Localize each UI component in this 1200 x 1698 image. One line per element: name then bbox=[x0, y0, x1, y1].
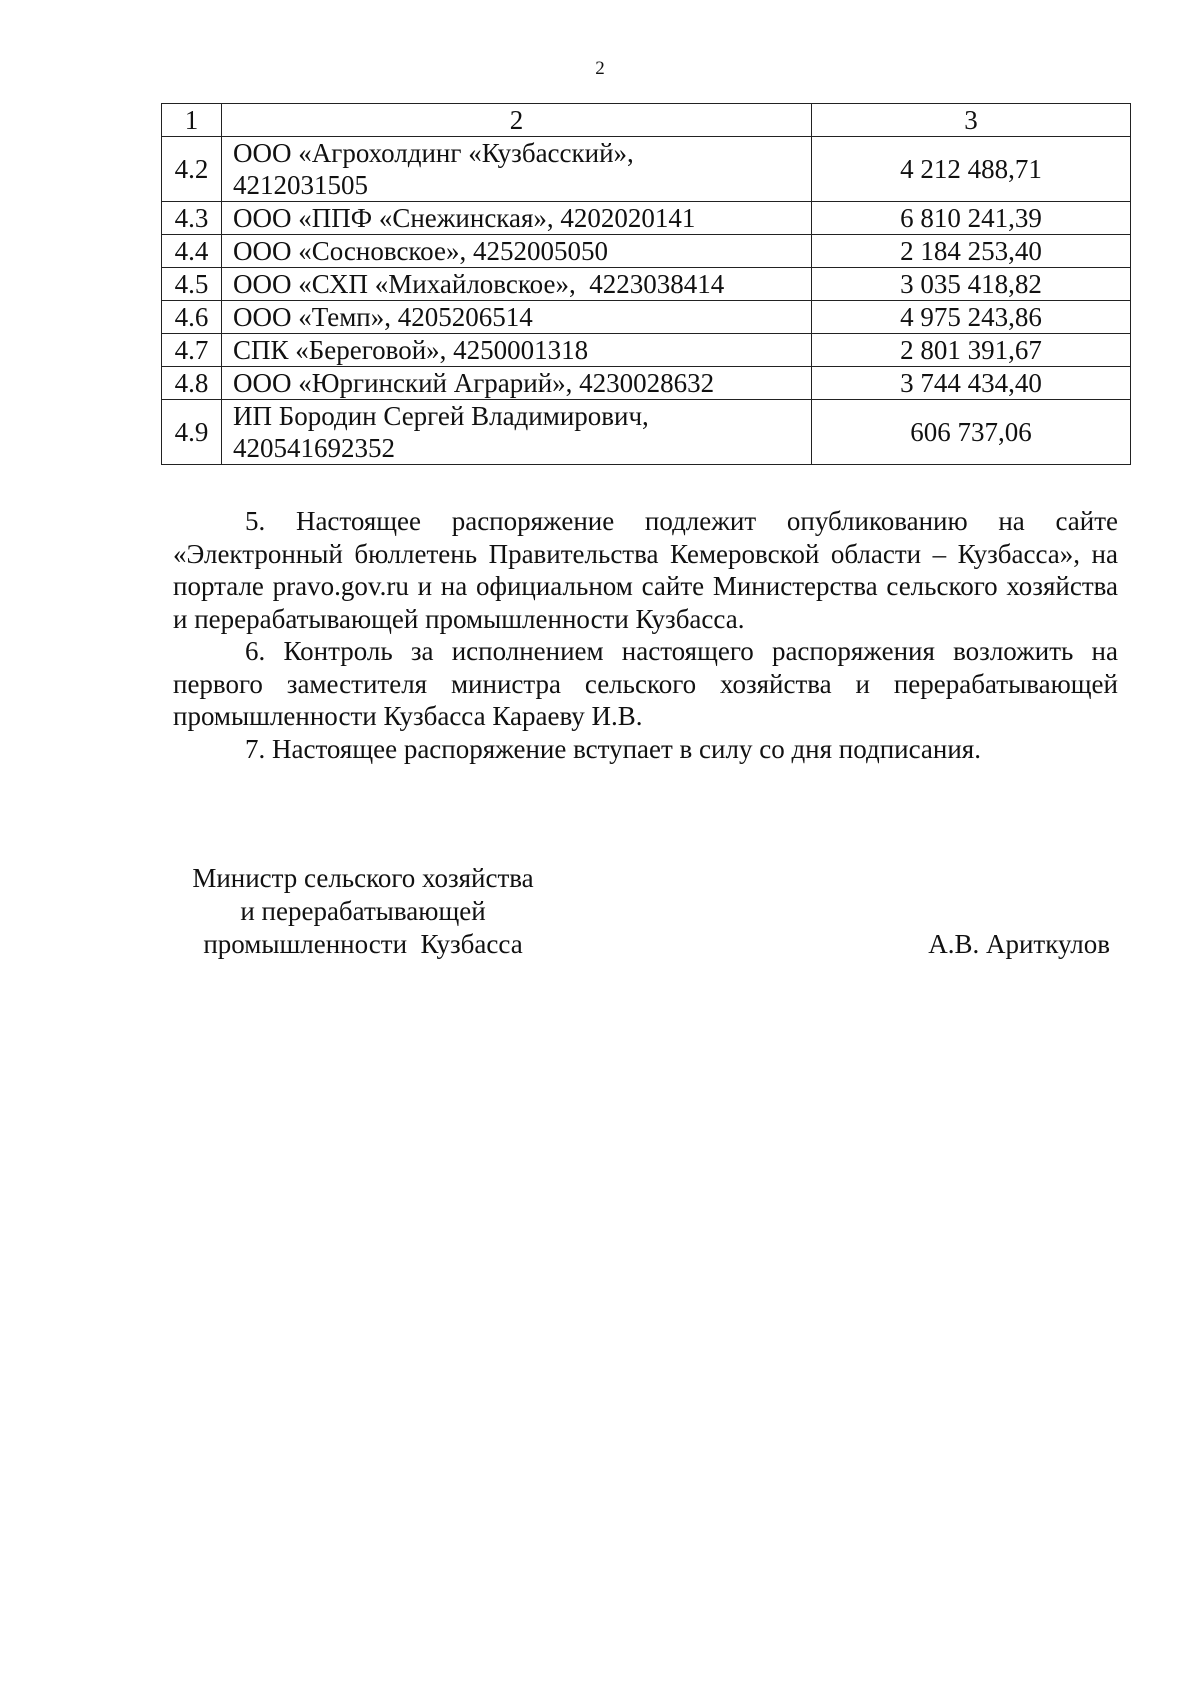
table-row bbox=[162, 301, 1131, 334]
organization-name-line: ИП Бородин Сергей Владимирович, bbox=[233, 401, 649, 431]
signer-title bbox=[173, 862, 553, 961]
subsidy-amount: 3 744 434,40 bbox=[812, 367, 1131, 400]
organization-name-line: ООО «Агрохолдинг «Кузбасский», bbox=[233, 138, 634, 168]
row-number: 4.7 bbox=[162, 334, 222, 367]
signer-title-line: и перерабатывающей bbox=[240, 896, 486, 926]
signer-name: А.В. Ариткулов bbox=[928, 929, 1110, 959]
table-header-row bbox=[162, 104, 1131, 137]
table-row bbox=[162, 400, 1131, 465]
organization-name: СПК «Береговой», 4250001318 bbox=[222, 334, 812, 367]
organization-name: ООО «Юргинский Аграрий», 4230028632 bbox=[222, 367, 812, 400]
row-number: 4.4 bbox=[162, 235, 222, 268]
organization-name: ООО «Сосновское», 4252005050 bbox=[222, 235, 812, 268]
row-number: 4.2 bbox=[162, 137, 222, 202]
column-header: 3 bbox=[812, 104, 1131, 137]
subsidy-amount: 2 184 253,40 bbox=[812, 235, 1131, 268]
organization-name: ООО «Темп», 4205206514 bbox=[222, 301, 812, 334]
table-row bbox=[162, 268, 1131, 301]
row-number: 4.5 bbox=[162, 268, 222, 301]
subsidy-amount: 2 801 391,67 bbox=[812, 334, 1131, 367]
signer-title-line: Министр сельского хозяйства bbox=[192, 863, 534, 893]
row-number: 4.3 bbox=[162, 202, 222, 235]
organization-name: ООО «ППФ «Снежинская», 4202020141 bbox=[222, 202, 812, 235]
row-number: 4.9 bbox=[162, 400, 222, 465]
subsidy-amount: 4 212 488,71 bbox=[812, 137, 1131, 202]
order-body bbox=[173, 505, 1118, 765]
row-number: 4.8 bbox=[162, 367, 222, 400]
subsidy-table bbox=[161, 103, 1131, 465]
table-row bbox=[162, 202, 1131, 235]
subsidy-amount: 606 737,06 bbox=[812, 400, 1131, 465]
table-row bbox=[162, 235, 1131, 268]
table-row bbox=[162, 334, 1131, 367]
row-number: 4.6 bbox=[162, 301, 222, 334]
column-header: 2 bbox=[222, 104, 812, 137]
organization-inn: 420541692352 bbox=[233, 433, 395, 463]
organization-name bbox=[222, 400, 812, 465]
paragraph-publication: 5. Настоящее распоряжение подлежит опубликованию на сайте «Электронный бюллетень Правительства Кемеровской области – Кузбасса», на портале pravo.gov.ru и на официальном сайте Министерства сельского хозяйства и перерабатывающей промышленности Кузбасса. bbox=[173, 506, 1118, 634]
signer-title-line: промышленности Кузбасса bbox=[203, 929, 523, 959]
subsidy-amount: 4 975 243,86 bbox=[812, 301, 1131, 334]
subsidy-amount: 3 035 418,82 bbox=[812, 268, 1131, 301]
organization-inn: 4212031505 bbox=[233, 170, 368, 200]
organization-name: ООО «СХП «Михайловское», 4223038414 bbox=[222, 268, 812, 301]
column-header: 1 bbox=[162, 104, 222, 137]
page-number: 2 bbox=[595, 58, 605, 79]
paragraph-control: 6. Контроль за исполнением настоящего распоряжения возложить на первого заместителя министра сельского хозяйства и перерабатывающей промышленности Кузбасса Караеву И.В. bbox=[173, 636, 1118, 731]
table-row bbox=[162, 137, 1131, 202]
organization-name bbox=[222, 137, 812, 202]
subsidy-amount: 6 810 241,39 bbox=[812, 202, 1131, 235]
signature-block bbox=[173, 862, 1118, 972]
table-row bbox=[162, 367, 1131, 400]
paragraph-effective-date: 7. Настоящее распоряжение вступает в силу со дня подписания. bbox=[245, 733, 981, 764]
